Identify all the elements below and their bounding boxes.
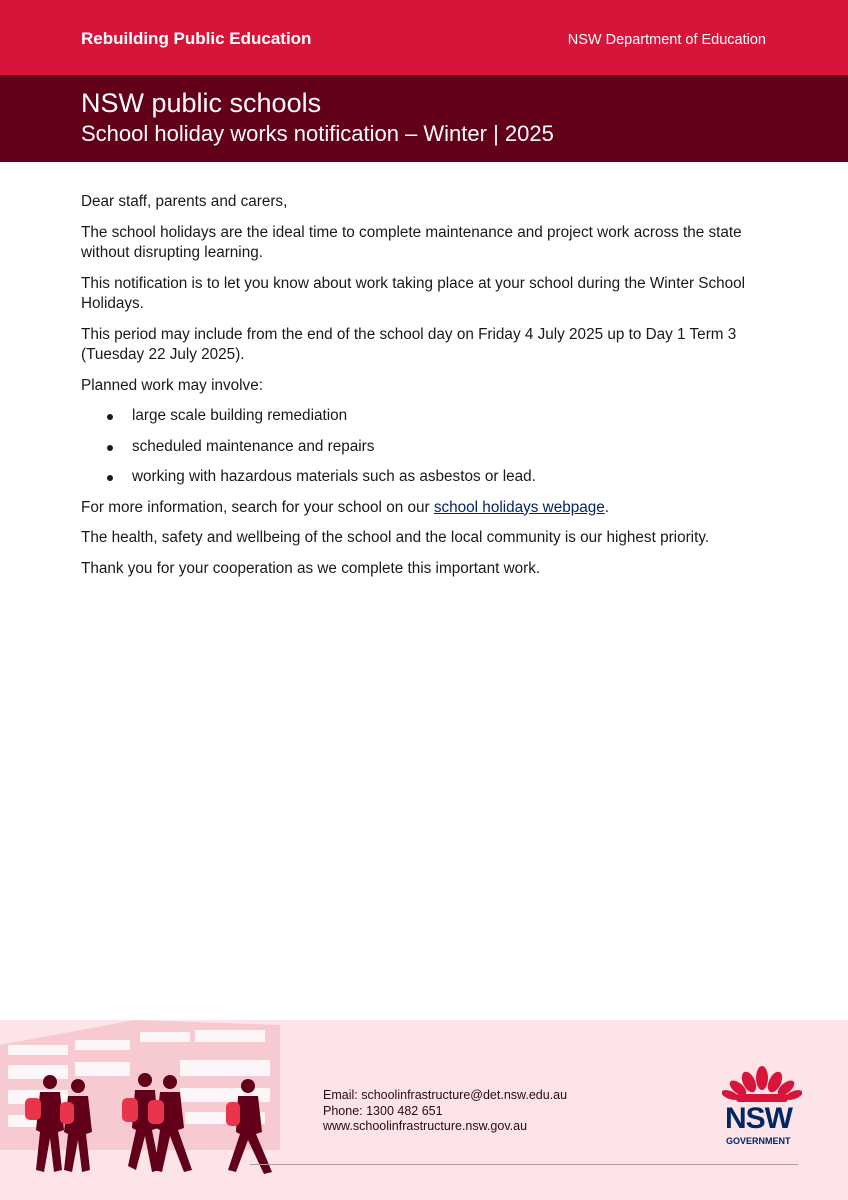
letter-body [81,192,771,589]
contact-email[interactable]: Email: schoolinfrastructure@det.nsw.edu.au [323,1088,568,1102]
paragraph-notification: This notification is to let you know about work taking place at your school during the Winter School Holidays. [81,274,746,312]
contact-phone: Phone: 1300 482 651 [323,1103,443,1118]
nsw-government-logo [722,1062,802,1152]
students-silhouette-illustration [0,1020,300,1200]
paragraph-more-info [81,498,771,519]
department-name: NSW Department of Education [567,32,766,48]
program-name: Rebuilding Public Education [81,29,312,48]
paragraph-intro: The school holidays are the ideal time to complete maintenance and project work across the state without disrupting learning. [81,223,742,261]
work-list [81,406,771,488]
paragraph-thanks: Thank you for your cooperation as we complete this important work. [81,559,541,577]
footer [0,1020,848,1200]
paragraph-period: This period may include from the end of the school day on Friday 4 July 2025 up to Day 1 Term 3 (Tuesday 22 July 2025). [81,325,737,363]
waratah-logo-icon [722,1062,802,1104]
more-info-text: For more information, search for your school on our [81,498,434,516]
contact-info [323,1088,567,1135]
logo-nsw-text: NSW [725,1102,792,1135]
school-holidays-link[interactable]: school holidays webpage [433,498,605,516]
paragraph-safety: The health, safety and wellbeing of the school and the local community is our highest priority. [81,529,710,546]
list-item: scheduled maintenance and repairs [132,437,771,458]
list-item: working with hazardous materials such as asbestos or lead. [132,467,771,488]
title-banner [0,75,848,162]
greeting: Dear staff, parents and carers, [81,193,288,210]
contact-website[interactable]: www.schoolinfrastructure.nsw.gov.au [323,1119,528,1133]
footer-divider [250,1164,798,1165]
page-subtitle: School holiday works notification – Winter | 2025 [81,121,554,146]
logo-government-text: GOVERNMENT [726,1136,791,1146]
list-item: large scale building remediation [132,406,771,427]
more-info-end: . [604,498,610,516]
paragraph-planned: Planned work may involve: [81,376,263,394]
page-title: NSW public schools [81,88,322,118]
top-banner [0,0,848,75]
